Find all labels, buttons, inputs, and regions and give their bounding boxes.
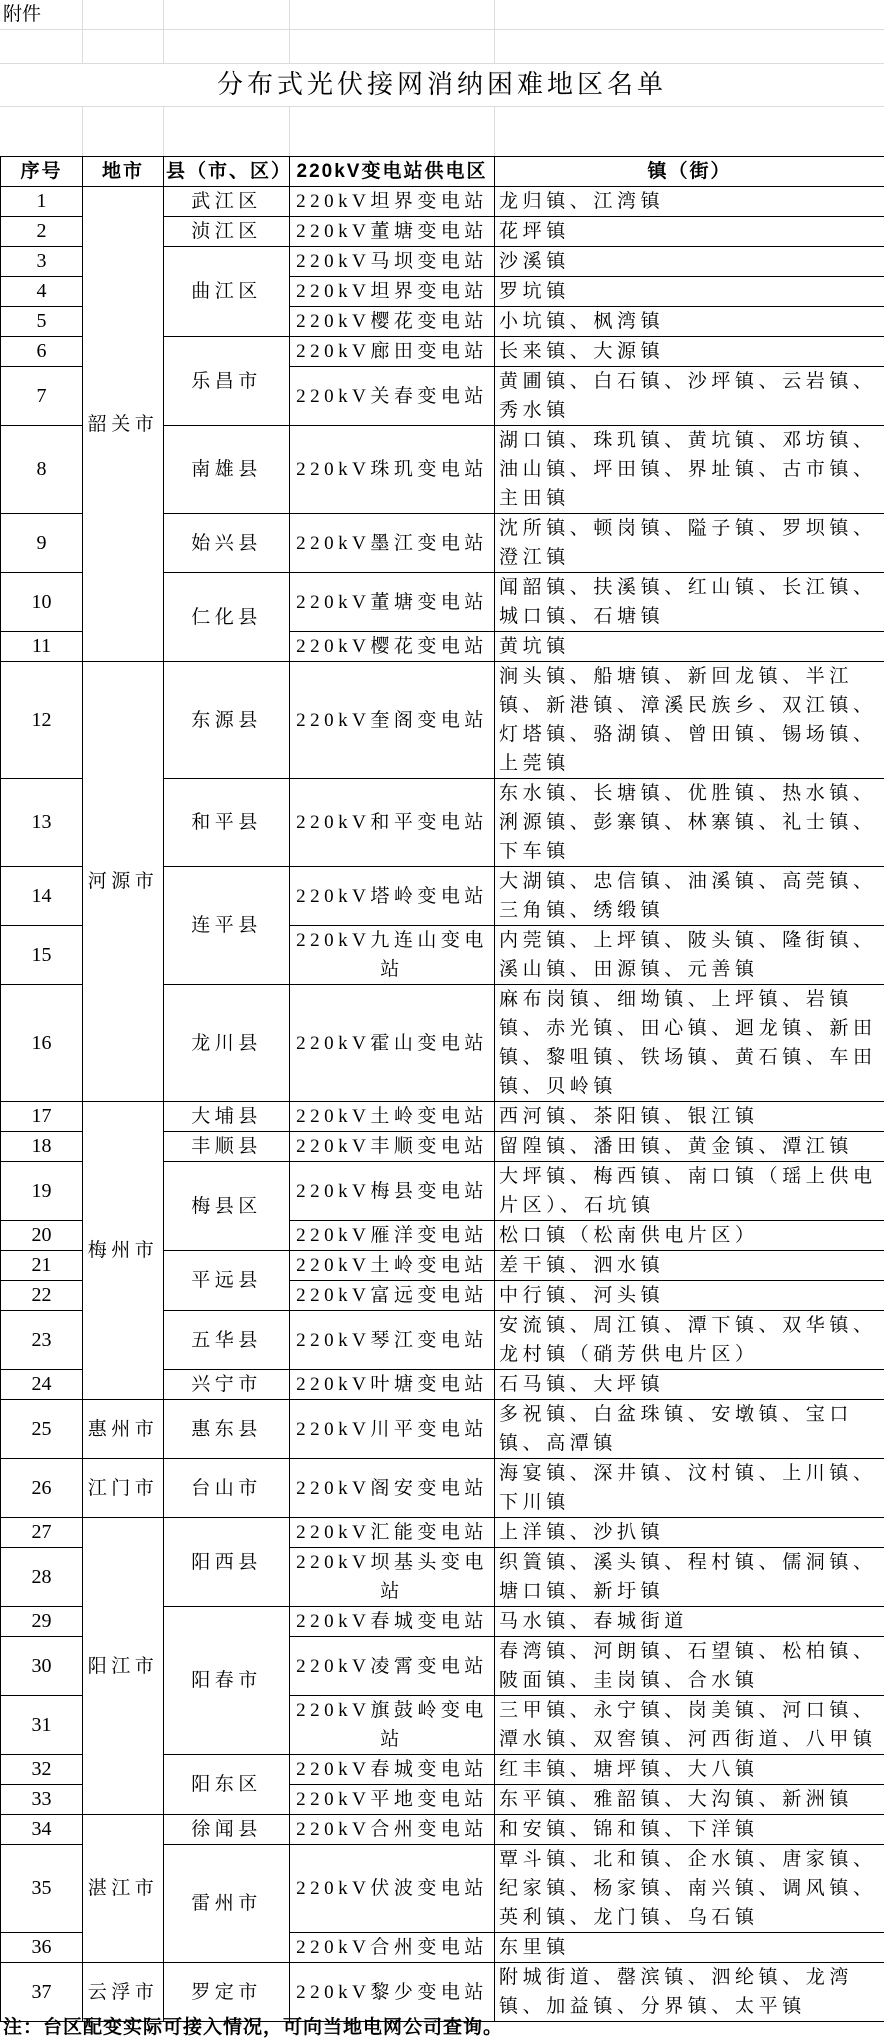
station-cell: 220kV董塘变电站 <box>290 217 495 247</box>
towns-cell: 湖口镇、珠玑镇、黄坑镇、邓坊镇、油山镇、坪田镇、界址镇、古市镇、主田镇 <box>495 426 884 514</box>
station-cell: 220kV奎阁变电站 <box>290 662 495 779</box>
row-number: 26 <box>1 1459 83 1518</box>
towns-cell: 龙归镇、江湾镇 <box>495 187 884 217</box>
county-cell: 龙川县 <box>164 985 290 1102</box>
row-number: 21 <box>1 1251 83 1281</box>
gridline <box>82 106 83 156</box>
station-cell: 220kV凌霄变电站 <box>290 1637 495 1696</box>
row-number: 10 <box>1 573 83 632</box>
county-cell: 和平县 <box>164 779 290 867</box>
station-cell: 220kV旗鼓岭变电站 <box>290 1696 495 1755</box>
row-number: 15 <box>1 926 83 985</box>
county-cell: 台山市 <box>164 1459 290 1518</box>
table-row <box>1 1102 884 1132</box>
towns-cell: 黄坑镇 <box>495 632 884 662</box>
county-cell: 雷州市 <box>164 1845 290 1963</box>
station-cell: 220kV塔岭变电站 <box>290 867 495 926</box>
county-cell: 梅县区 <box>164 1162 290 1251</box>
city-cell: 河源市 <box>83 662 164 1102</box>
row-number: 17 <box>1 1102 83 1132</box>
row-number: 28 <box>1 1548 83 1607</box>
towns-cell: 长来镇、大源镇 <box>495 337 884 367</box>
sheet-top-area <box>0 0 884 156</box>
city-cell: 韶关市 <box>83 187 164 662</box>
row-number: 33 <box>1 1785 83 1815</box>
towns-cell: 黄圃镇、白石镇、沙坪镇、云岩镇、秀水镇 <box>495 367 884 426</box>
row-number: 24 <box>1 1370 83 1400</box>
header-city: 地市 <box>83 157 164 187</box>
station-cell: 220kV珠玑变电站 <box>290 426 495 514</box>
station-cell: 220kV琴江变电站 <box>290 1311 495 1370</box>
county-cell: 始兴县 <box>164 514 290 573</box>
towns-cell: 三甲镇、永宁镇、岗美镇、河口镇、潭水镇、双窖镇、河西街道、八甲镇 <box>495 1696 884 1755</box>
page-title: 分布式光伏接网消纳困难地区名单 <box>216 69 667 99</box>
towns-cell: 松口镇（松南供电片区） <box>495 1221 884 1251</box>
county-cell: 平远县 <box>164 1251 290 1311</box>
county-cell: 浈江区 <box>164 217 290 247</box>
towns-cell: 织篢镇、溪头镇、程村镇、儒洞镇、塘口镇、新圩镇 <box>495 1548 884 1607</box>
gridline <box>163 0 164 63</box>
county-cell: 阳东区 <box>164 1755 290 1815</box>
station-cell: 220kV伏波变电站 <box>290 1845 495 1933</box>
station-cell: 220kV坦界变电站 <box>290 187 495 217</box>
gridline <box>289 0 290 63</box>
row-number: 4 <box>1 277 83 307</box>
county-cell: 仁化县 <box>164 573 290 662</box>
city-cell: 阳江市 <box>83 1518 164 1815</box>
row-number: 16 <box>1 985 83 1102</box>
station-cell: 220kV马坝变电站 <box>290 247 495 277</box>
city-cell: 湛江市 <box>83 1815 164 1963</box>
towns-cell: 海宴镇、深井镇、汶村镇、上川镇、下川镇 <box>495 1459 884 1518</box>
city-cell: 梅州市 <box>83 1102 164 1400</box>
row-number: 6 <box>1 337 83 367</box>
towns-cell: 沈所镇、顿岗镇、隘子镇、罗坝镇、澄江镇 <box>495 514 884 573</box>
table-row <box>1 187 884 217</box>
row-number: 8 <box>1 426 83 514</box>
station-cell: 220kV樱花变电站 <box>290 307 495 337</box>
county-cell: 丰顺县 <box>164 1132 290 1162</box>
station-cell: 220kV土岭变电站 <box>290 1251 495 1281</box>
row-number: 36 <box>1 1933 83 1963</box>
gridline <box>494 106 495 156</box>
county-cell: 五华县 <box>164 1311 290 1370</box>
row-number: 13 <box>1 779 83 867</box>
towns-cell: 闻韶镇、扶溪镇、红山镇、长江镇、城口镇、石塘镇 <box>495 573 884 632</box>
table-header-row <box>1 157 884 187</box>
county-cell: 大埔县 <box>164 1102 290 1132</box>
row-number: 1 <box>1 187 83 217</box>
row-number: 14 <box>1 867 83 926</box>
row-number: 22 <box>1 1281 83 1311</box>
row-number: 34 <box>1 1815 83 1845</box>
row-number: 20 <box>1 1221 83 1251</box>
county-cell: 武江区 <box>164 187 290 217</box>
row-number: 37 <box>1 1963 83 2022</box>
header-towns: 镇（街） <box>495 157 884 187</box>
towns-cell: 覃斗镇、北和镇、企水镇、唐家镇、纪家镇、杨家镇、南兴镇、调风镇、英利镇、龙门镇、乌石镇 <box>495 1845 884 1933</box>
gridline <box>0 29 884 30</box>
table-row <box>1 662 884 779</box>
station-cell: 220kV关春变电站 <box>290 367 495 426</box>
towns-cell: 东水镇、长塘镇、优胜镇、热水镇、浰源镇、彭寨镇、林寨镇、礼士镇、下车镇 <box>495 779 884 867</box>
row-number: 30 <box>1 1637 83 1696</box>
city-cell: 江门市 <box>83 1459 164 1518</box>
towns-cell: 留隍镇、潘田镇、黄金镇、潭江镇 <box>495 1132 884 1162</box>
table-row <box>1 1400 884 1459</box>
station-cell: 220kV丰顺变电站 <box>290 1132 495 1162</box>
towns-cell: 和安镇、锦和镇、下洋镇 <box>495 1815 884 1845</box>
row-number: 35 <box>1 1845 83 1933</box>
towns-cell: 罗坑镇 <box>495 277 884 307</box>
station-cell: 220kV九连山变电站 <box>290 926 495 985</box>
city-cell: 云浮市 <box>83 1963 164 2022</box>
gridline <box>0 106 884 107</box>
station-cell: 220kV墨江变电站 <box>290 514 495 573</box>
header-no: 序号 <box>1 157 83 187</box>
gridline <box>163 106 164 156</box>
row-number: 2 <box>1 217 83 247</box>
towns-cell: 西河镇、茶阳镇、银江镇 <box>495 1102 884 1132</box>
row-number: 31 <box>1 1696 83 1755</box>
area-list-table <box>0 156 884 2022</box>
table-row <box>1 1459 884 1518</box>
towns-cell: 马水镇、春城街道 <box>495 1607 884 1637</box>
row-number: 12 <box>1 662 83 779</box>
towns-cell: 大坪镇、梅西镇、南口镇（瑶上供电片区）、石坑镇 <box>495 1162 884 1221</box>
attachment-label: 附件 <box>3 4 42 25</box>
towns-cell: 石马镇、大坪镇 <box>495 1370 884 1400</box>
station-cell: 220kV坝基头变电站 <box>290 1548 495 1607</box>
towns-cell: 东里镇 <box>495 1933 884 1963</box>
county-cell: 东源县 <box>164 662 290 779</box>
station-cell: 220kV廊田变电站 <box>290 337 495 367</box>
towns-cell: 东平镇、雅韶镇、大沟镇、新洲镇 <box>495 1785 884 1815</box>
towns-cell: 红丰镇、塘坪镇、大八镇 <box>495 1755 884 1785</box>
header-station: 220kV变电站供电区 <box>290 157 495 187</box>
towns-cell: 涧头镇、船塘镇、新回龙镇、半江镇、新港镇、漳溪民族乡、双江镇、灯塔镇、骆湖镇、曾田镇、锡场镇、上莞镇 <box>495 662 884 779</box>
towns-cell: 麻布岗镇、细坳镇、上坪镇、岩镇镇、赤光镇、田心镇、迴龙镇、新田镇、黎咀镇、铁场镇、黄石镇、车田镇、贝岭镇 <box>495 985 884 1102</box>
county-cell: 乐昌市 <box>164 337 290 426</box>
towns-cell: 小坑镇、枫湾镇 <box>495 307 884 337</box>
station-cell: 220kV樱花变电站 <box>290 632 495 662</box>
gridline <box>289 106 290 156</box>
towns-cell: 上洋镇、沙扒镇 <box>495 1518 884 1548</box>
towns-cell: 花坪镇 <box>495 217 884 247</box>
row-number: 23 <box>1 1311 83 1370</box>
towns-cell: 沙溪镇 <box>495 247 884 277</box>
station-cell: 220kV雁洋变电站 <box>290 1221 495 1251</box>
station-cell: 220kV黎少变电站 <box>290 1963 495 2022</box>
row-number: 19 <box>1 1162 83 1221</box>
county-cell: 兴宁市 <box>164 1370 290 1400</box>
row-number: 27 <box>1 1518 83 1548</box>
table-row <box>1 1963 884 2022</box>
city-cell: 惠州市 <box>83 1400 164 1459</box>
row-number: 25 <box>1 1400 83 1459</box>
header-county: 县（市、区） <box>164 157 290 187</box>
station-cell: 220kV土岭变电站 <box>290 1102 495 1132</box>
station-cell: 220kV合州变电站 <box>290 1815 495 1845</box>
row-number: 5 <box>1 307 83 337</box>
station-cell: 220kV合州变电站 <box>290 1933 495 1963</box>
station-cell: 220kV阁安变电站 <box>290 1459 495 1518</box>
station-cell: 220kV和平变电站 <box>290 779 495 867</box>
row-number: 9 <box>1 514 83 573</box>
county-cell: 惠东县 <box>164 1400 290 1459</box>
row-number: 29 <box>1 1607 83 1637</box>
row-number: 32 <box>1 1755 83 1785</box>
towns-cell: 多祝镇、白盆珠镇、安墩镇、宝口镇、高潭镇 <box>495 1400 884 1459</box>
station-cell: 220kV董塘变电站 <box>290 573 495 632</box>
county-cell: 连平县 <box>164 867 290 985</box>
towns-cell: 差干镇、泗水镇 <box>495 1251 884 1281</box>
towns-cell: 春湾镇、河朗镇、石望镇、松柏镇、陂面镇、圭岗镇、合水镇 <box>495 1637 884 1696</box>
station-cell: 220kV春城变电站 <box>290 1755 495 1785</box>
station-cell: 220kV川平变电站 <box>290 1400 495 1459</box>
gridline <box>494 0 495 63</box>
station-cell: 220kV平地变电站 <box>290 1785 495 1815</box>
station-cell: 220kV叶塘变电站 <box>290 1370 495 1400</box>
towns-cell: 中行镇、河头镇 <box>495 1281 884 1311</box>
station-cell: 220kV春城变电站 <box>290 1607 495 1637</box>
station-cell: 220kV富远变电站 <box>290 1281 495 1311</box>
county-cell: 曲江区 <box>164 247 290 337</box>
table-row <box>1 1518 884 1548</box>
station-cell: 220kV坦界变电站 <box>290 277 495 307</box>
table-row <box>1 1815 884 1845</box>
county-cell: 阳西县 <box>164 1518 290 1607</box>
station-cell: 220kV汇能变电站 <box>290 1518 495 1548</box>
county-cell: 徐闻县 <box>164 1815 290 1845</box>
row-number: 11 <box>1 632 83 662</box>
footnote: 注：台区配变实际可接入情况，可向当地电网公司查询。 <box>3 2017 504 2038</box>
towns-cell: 安流镇、周江镇、潭下镇、双华镇、龙村镇（硝芳供电片区） <box>495 1311 884 1370</box>
gridline <box>82 0 83 63</box>
station-cell: 220kV梅县变电站 <box>290 1162 495 1221</box>
county-cell: 南雄县 <box>164 426 290 514</box>
station-cell: 220kV霍山变电站 <box>290 985 495 1102</box>
towns-cell: 内莞镇、上坪镇、陂头镇、隆街镇、溪山镇、田源镇、元善镇 <box>495 926 884 985</box>
row-number: 18 <box>1 1132 83 1162</box>
row-number: 7 <box>1 367 83 426</box>
county-cell: 罗定市 <box>164 1963 290 2022</box>
towns-cell: 附城街道、罄滨镇、泗纶镇、龙湾镇、加益镇、分界镇、太平镇 <box>495 1963 884 2022</box>
county-cell: 阳春市 <box>164 1607 290 1755</box>
towns-cell: 大湖镇、忠信镇、油溪镇、高莞镇、三角镇、绣缎镇 <box>495 867 884 926</box>
row-number: 3 <box>1 247 83 277</box>
